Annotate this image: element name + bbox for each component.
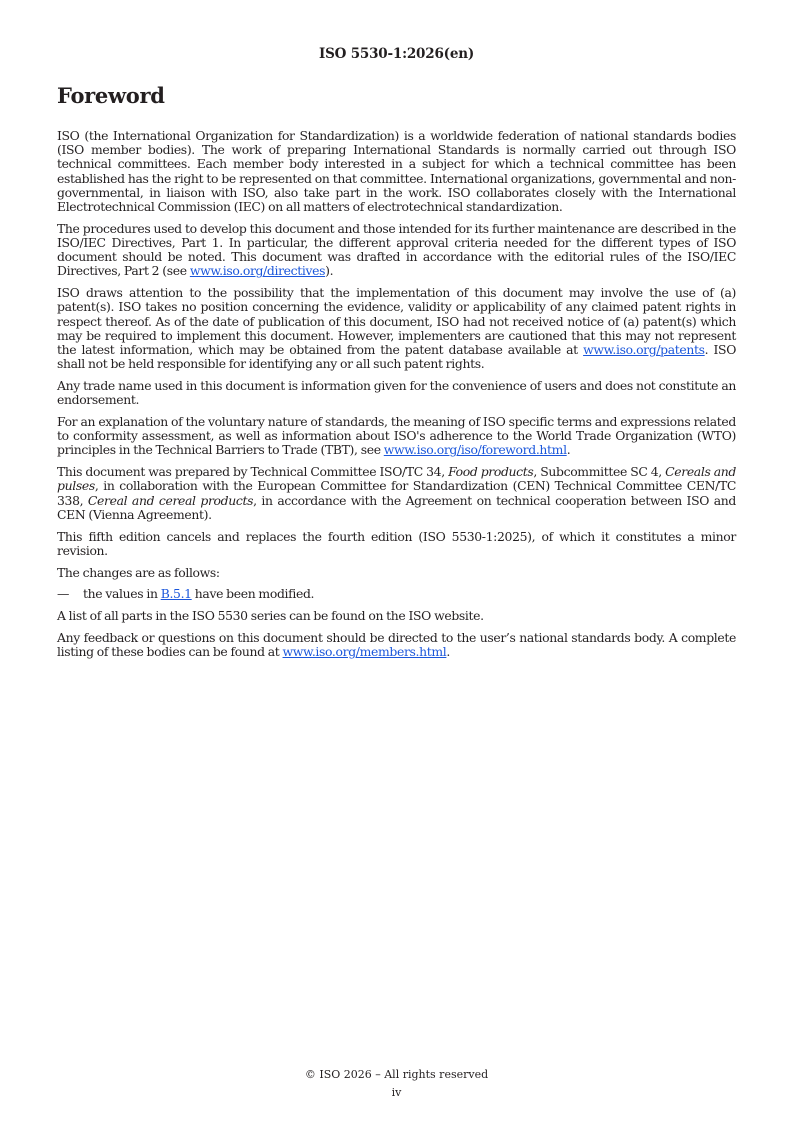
paragraph-trade-name: Any trade name used in this document is information given for the convenience of users and does not constitute an endorsement. <box>57 378 736 408</box>
dash-bullet: — <box>57 586 70 602</box>
link-foreword[interactable]: www.iso.org/iso/foreword.html <box>383 442 567 458</box>
link-members[interactable]: www.iso.org/members.html <box>282 644 447 660</box>
page-title: Foreword <box>57 83 165 108</box>
link-b-5-1[interactable]: B.5.1 <box>160 586 192 602</box>
paragraph-procedures: The procedures used to develop this document and those intended for its further maintenance are described in the ISO/IEC Directives, Part 1. In particular, the different approval criteria needed for the different types of ISO document should be noted. This document was drafted in accordance with the editorial rules of the ISO/IEC Directives, Part 2 (see www.iso.org/directives). <box>57 220 736 279</box>
link-patents[interactable]: www.iso.org/patents <box>583 342 705 358</box>
paragraph-voluntary-nature: For an explanation of the voluntary nature of standards, the meaning of ISO specific terms and expressions related to conformity assessment, as well as information about ISO's adherence to the World Trade Organization (WTO) principles in the Technical Barriers to Trade (TBT), see www.iso.org/iso/foreword.html. <box>57 414 736 458</box>
foreword-body <box>57 129 736 667</box>
paragraph-feedback: Any feedback or questions on this document should be directed to the user’s national standards body. A complete listing of these bodies can be found at www.iso.org/members.html. <box>57 630 736 660</box>
paragraph-changes-intro: The changes are as follows: <box>57 564 220 580</box>
paragraph-edition: This fifth edition cancels and replaces the fourth edition (ISO 5530-1:2025), of which it constitutes a minor revision. <box>57 528 736 558</box>
paragraph-iso-intro: ISO (the International Organization for Standardization) is a worldwide federation of national standards bodies (ISO member bodies). The work of preparing International Standards is normally carried out through ISO technical committees. Each member body interested in a subject for which a technical committee has been established has the right to be represented on that committee. International organizations, governmental and non-governmental, in liaison with ISO, also take part in the work. ISO collaborates closely with the International Electrotechnical Commission (IEC) on all matters of electrotechnical standardization. <box>57 128 736 215</box>
page-footer <box>0 1066 793 1102</box>
paragraph-patents: ISO draws attention to the possibility that the implementation of this document may involve the use of (a) patent(s). ISO takes no position concerning the evidence, validity or applicability of any claimed patent rights in respect thereof. As of the date of publication of this document, ISO had not received notice of (a) patent(s) which may be required to implement this document. However, implementers are cautioned that this may not represent the latest information, which may be obtained from the patent database available at www.iso.org/patents. ISO shall not be held responsible for identifying any or all such patent rights. <box>57 285 737 372</box>
document-identifier: ISO 5530-1:2026(en) <box>318 46 475 62</box>
copyright-notice: © ISO 2026 – All rights reserved <box>304 1068 489 1081</box>
list-item-change: — the values in B.5.1 have been modified. <box>57 586 315 602</box>
page-number: iv <box>391 1086 402 1099</box>
paragraph-committee: This document was prepared by Technical Committee ISO/TC 34, Food products, Subcommittee SC 4, Cereals and pulses, in collaboration with the European Committee for Standardization (CEN) Technical Committee CEN/TC 338, Cereal and cereal products, in accordance with the Agreement on technical cooperation between ISO and CEN (Vienna Agreement). <box>57 464 736 522</box>
link-directives[interactable]: www.iso.org/directives <box>189 263 326 279</box>
paragraph-series: A list of all parts in the ISO 5530 series can be found on the ISO website. <box>57 608 484 624</box>
